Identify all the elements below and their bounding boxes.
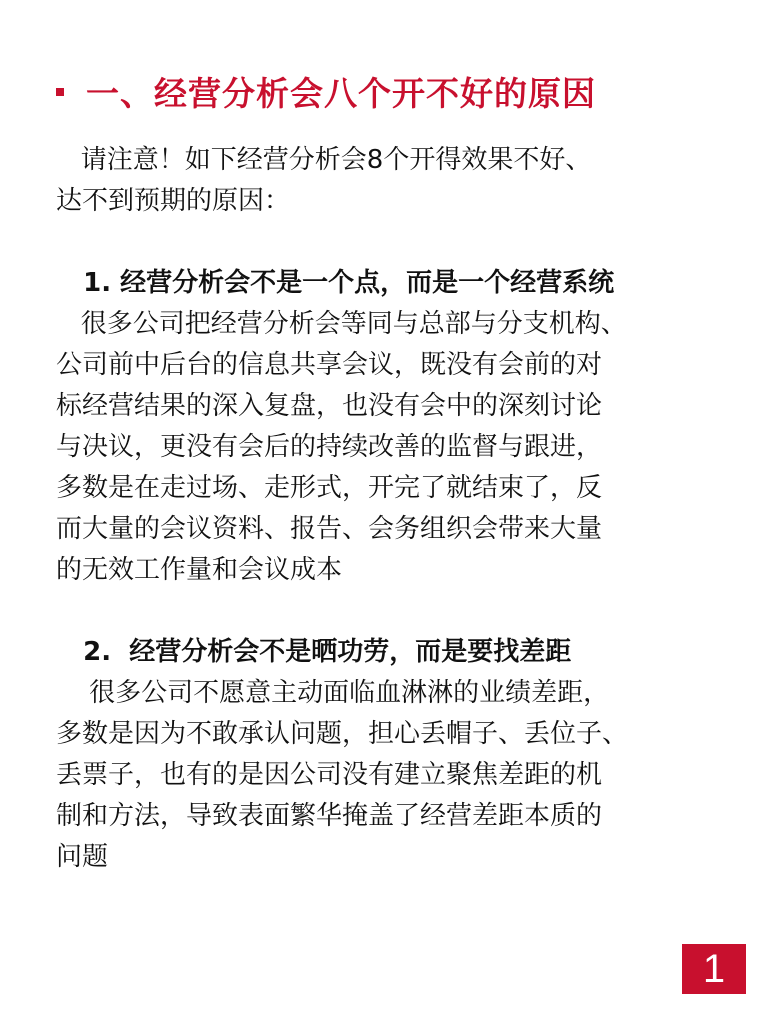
- section-2-line: 很多公司不愿意主动面临血淋淋的业绩差距，: [56, 678, 610, 708]
- page-title: 一、经营分析会八个开不好的原因: [86, 73, 596, 113]
- section-1-line: 多数是在走过场、走形式，开完了就结束了，反: [56, 473, 603, 503]
- section-1-line: 标经营结果的深入复盘，也没有会中的深刻讨论: [56, 391, 603, 421]
- spacer: [56, 591, 746, 632]
- page-number-badge: 1: [682, 944, 746, 994]
- spacer: [56, 222, 746, 263]
- square-bullet-icon: [56, 88, 64, 96]
- intro-line: 请注意！如下经营分析会8个开得效果不好、: [56, 145, 592, 175]
- section-1-line: 公司前中后台的信息共享会议，既没有会前的对: [56, 350, 603, 380]
- section-heading: [56, 66, 596, 116]
- section-1-line: 很多公司把经营分析会等同与总部与分支机构、: [56, 309, 627, 339]
- section-1-title: 1. 经营分析会不是一个点，而是一个经营系统: [56, 268, 615, 298]
- section-2-line: 问题: [56, 842, 109, 872]
- section-2-line: 多数是因为不敢承认问题，担心丢帽子、丢位子、: [56, 719, 629, 749]
- section-2-title: 2. 经营分析会不是晒功劳，而是要找差距: [56, 637, 572, 667]
- section-1-line: 的无效工作量和会议成本: [56, 555, 343, 585]
- intro-line: 达不到预期的原因：: [56, 186, 291, 216]
- section-2-line: 制和方法，导致表面繁华掩盖了经营差距本质的: [56, 801, 603, 831]
- section-1-line: 而大量的会议资料、报告、会务组织会带来大量: [56, 514, 603, 544]
- article-body: [56, 140, 746, 878]
- section-2-line: 丢票子，也有的是因公司没有建立聚焦差距的机: [56, 760, 603, 790]
- section-1-line: 与决议，更没有会后的持续改善的监督与跟进，: [56, 432, 603, 462]
